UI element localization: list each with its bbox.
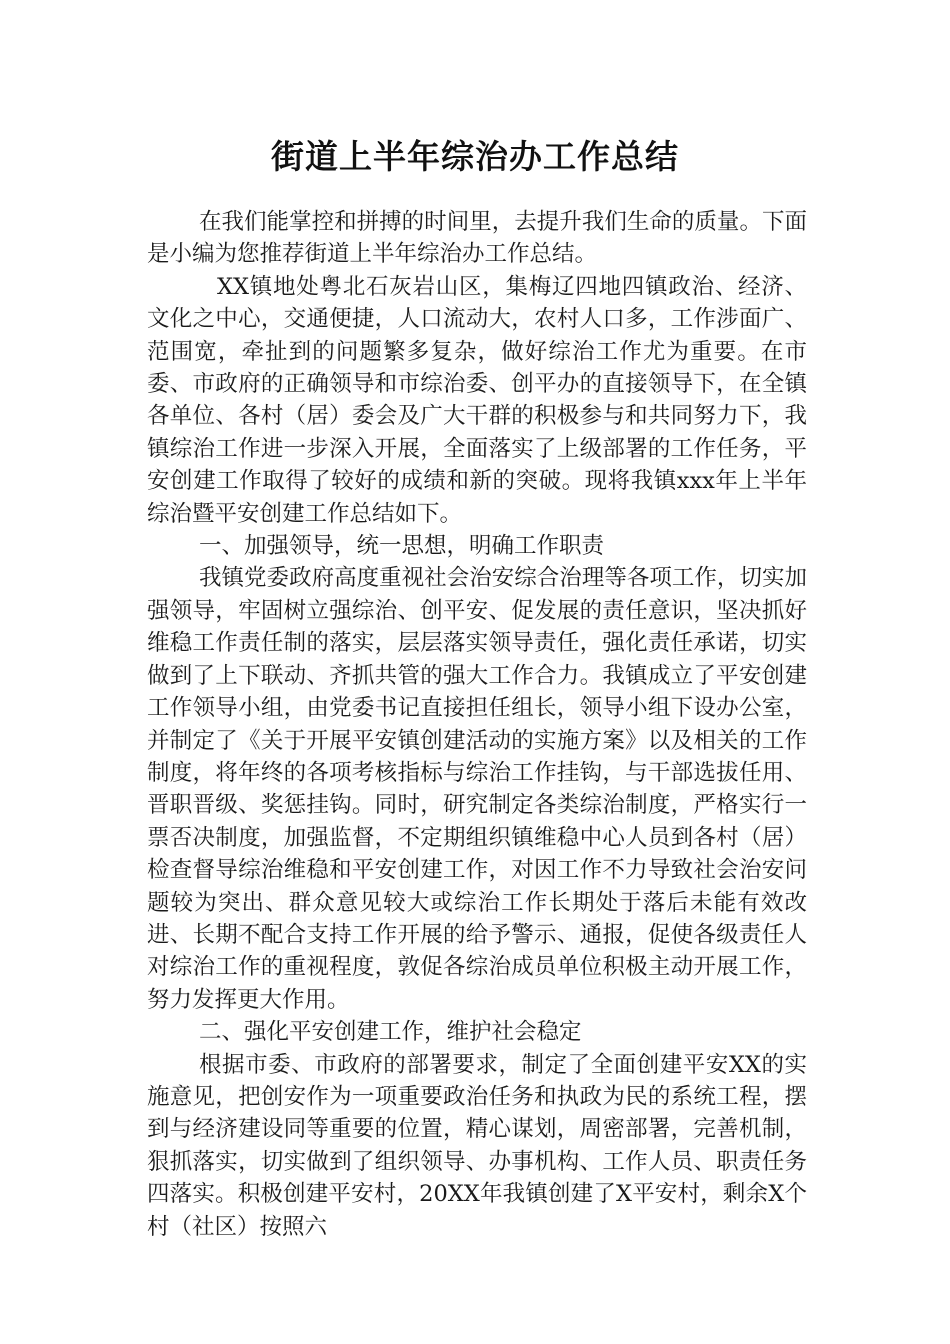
section-heading-1: 一、加强领导，统一思想，明确工作职责 [199,533,605,560]
paragraph-section-2: 根据市委、市政府的部署要求，制定了全面创建平安XX的实施意见，把创安作为一项重要政治任务和执政为民的系统工程，摆到与经济建设同等重要的位置，精心谋划，周密部署，完善机制，狠抓落实，切实做到了组织领导、办事机构、工作人员、职责任务四落实。积极创建平安村，20XX年我镇创建了X平安村，剩余X个村（社区）按照六 [147,1051,807,1240]
paragraph-intro: 在我们能掌控和拼搏的时间里，去提升我们生命的质量。下面是小编为您推荐街道上半年综治办工作总结。 [147,209,807,268]
paragraph-section-1: 我镇党委政府高度重视社会治安综合治理等各项工作，切实加强领导，牢固树立强综治、创平安、促发展的责任意识，坚决抓好维稳工作责任制的落实，层层落实领导责任，强化责任承诺，切实做到了上下联动、齐抓共管的强大工作合力。我镇成立了平安创建工作领导小组，由党委书记直接担任组长，领导小组下设办公室，并制定了《关于开展平安镇创建活动的实施方案》以及相关的工作制度，将年终的各项考核指标与综治工作挂钩，与干部选拔任用、晋职晋级、奖惩挂钩。同时，研究制定各类综治制度，严格实行一票否决制度，加强监督，不定期组织镇维稳中心人员到各村（居）检查督导综治维稳和平安创建工作，对因工作不力导致社会治安问题较为突出、群众意见较大或综治工作长期处于落后未能有效改进、长期不配合支持工作开展的给予警示、通报，促使各级责任人对综治工作的重视程度，敦促各综治成员单位积极主动开展工作，努力发挥更大作用。 [147,565,807,1013]
section-heading-2: 二、强化平安创建工作，维护社会稳定 [199,1019,582,1046]
document-body [147,206,807,1243]
paragraph-overview: XX镇地处粤北石灰岩山区，集梅辽四地四镇政治、经济、文化之中心，交通便捷，人口流动大，农村人口多，工作涉面广、范围宽，牵扯到的问题繁多复杂，做好综治工作尤为重要。在市委、市政府的正确领导和市综治委、创平办的直接领导下，在全镇各单位、各村（居）委会及广大干群的积极参与和共同努力下，我镇综治工作进一步深入开展，全面落实了上级部署的工作任务，平安创建工作取得了较好的成绩和新的突破。现将我镇xxx年上半年综治暨平安创建工作总结如下。 [147,273,807,527]
document-title: 街道上半年综治办工作总结 [271,137,679,176]
